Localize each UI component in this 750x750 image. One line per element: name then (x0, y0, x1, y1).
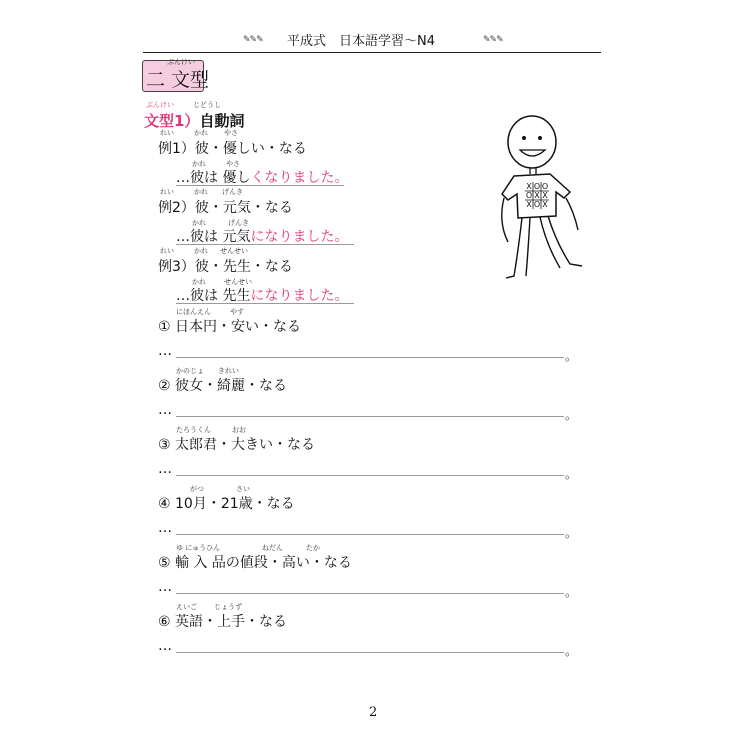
blank-ellipsis: … (158, 461, 172, 477)
exercise-ruby: ねだん (262, 544, 283, 552)
answer-ending: くなりました。 (250, 170, 349, 186)
blank-period: 。 (565, 349, 578, 363)
answer-blank-line[interactable] (176, 475, 564, 476)
section-label: 二 文型 (146, 69, 210, 91)
answer-word: 元気 (222, 229, 251, 245)
pencil-icon: ✎✎✎ (243, 35, 263, 45)
section-ruby: ぶんけい (167, 58, 195, 66)
example-answer (176, 167, 348, 187)
blank-ellipsis: … (158, 579, 172, 595)
grid-cell: X (526, 182, 532, 191)
grid-cell: X (534, 191, 540, 200)
answer-underline (176, 303, 354, 304)
answer-blank-line[interactable] (176, 593, 564, 594)
answer-blank-line[interactable] (176, 357, 564, 358)
answer-blank-line[interactable] (176, 652, 564, 653)
example-ruby: かれ (194, 247, 208, 255)
exercise-ruby: きれい (218, 367, 239, 375)
answer-blank-line[interactable] (176, 416, 564, 417)
exercise-prompt: ③ 太郎君・大きい・なる (158, 437, 316, 453)
exercise-ruby: たか (306, 544, 320, 552)
exercise-ruby: おお (232, 426, 246, 434)
grid-cell: O (525, 191, 533, 200)
pattern-label: 自動詞 (199, 112, 245, 130)
answer-prefix: …彼は (176, 170, 218, 186)
exercise-ruby: がつ (190, 485, 204, 493)
pattern-ruby-main: じどうし (193, 101, 221, 109)
example-prompt: 例1）彼・優しい・なる (158, 141, 307, 157)
blank-period: 。 (565, 585, 578, 599)
blank-period: 。 (565, 408, 578, 422)
answer-prefix: …彼は (176, 229, 218, 245)
exercise-ruby: やす (230, 308, 244, 316)
exercise-prompt: ② 彼女・綺麗・なる (158, 378, 288, 394)
header-rule (143, 52, 601, 53)
exercise-prompt: ⑤ 輸 入 品の値段・高い・なる (158, 555, 352, 571)
example-answer-ruby: かれ (192, 219, 206, 227)
answer-underline (176, 185, 344, 186)
exercise-prompt: ⑥ 英語・上手・なる (158, 614, 288, 630)
example-ruby: かれ (194, 129, 208, 137)
blank-ellipsis: … (158, 520, 172, 536)
blank-period: 。 (565, 467, 578, 481)
example-ruby: せんせい (220, 247, 248, 255)
example-ruby: かれ (194, 188, 208, 196)
exercise-ruby: さい (236, 485, 250, 493)
answer-prefix: …彼は (176, 288, 218, 304)
exercise-prompt: ① 日本円・安い・なる (158, 319, 302, 335)
answer-blank-line[interactable] (176, 534, 564, 535)
example-answer (176, 226, 348, 246)
grid-cell: O (541, 182, 549, 191)
answer-word: 先生 (222, 288, 251, 304)
exercise-ruby: かのじょ (176, 367, 204, 375)
example-answer-ruby: げんき (228, 219, 249, 227)
header-title: 平成式 日本語学習〜N4 (287, 34, 435, 49)
grid-cell: X (526, 200, 532, 209)
blank-ellipsis: … (158, 402, 172, 418)
example-ruby: げんき (222, 188, 243, 196)
answer-underline (176, 244, 354, 245)
example-ruby: れい (160, 129, 174, 137)
answer-word: 優し (222, 170, 251, 186)
answer-ending: になりました。 (250, 229, 349, 245)
example-answer-ruby: やさ (226, 160, 240, 168)
blank-ellipsis: … (158, 343, 172, 359)
page-header (235, 30, 525, 50)
example-ruby: れい (160, 247, 174, 255)
exercise-ruby: えいご (176, 603, 197, 611)
blank-period: 。 (565, 526, 578, 540)
pattern-ruby-label: ぶんけい (146, 101, 174, 109)
example-ruby: やさ (224, 129, 238, 137)
blank-period: 。 (565, 644, 578, 658)
grid-cell: X (542, 200, 548, 209)
answer-ending: になりました。 (250, 288, 349, 304)
example-prompt: 例3）彼・先生・なる (158, 259, 293, 275)
pencil-icon: ✎✎✎ (483, 35, 503, 45)
pattern-label-pink: 文型1） (144, 112, 200, 130)
page-number: 2 (369, 705, 378, 720)
pattern-title (144, 110, 244, 131)
tic-tac-toe-grid (525, 182, 549, 209)
example-prompt: 例2）彼・元気・なる (158, 200, 293, 216)
grid-cell: O (533, 182, 541, 191)
example-answer-ruby: せんせい (224, 278, 252, 286)
exercise-ruby: ゆ にゅうひん (176, 544, 221, 552)
example-answer-ruby: かれ (192, 278, 206, 286)
blank-ellipsis: … (158, 638, 172, 654)
exercise-ruby: にほんえん (176, 308, 211, 316)
example-ruby: れい (160, 188, 174, 196)
grid-cell: X (542, 191, 548, 200)
example-answer-ruby: かれ (192, 160, 206, 168)
exercise-ruby: たろうくん (176, 426, 211, 434)
grid-cell: O (533, 200, 541, 209)
cartoon-character-illustration (490, 112, 600, 292)
example-answer (176, 285, 348, 305)
exercise-prompt: ④ 10月・21歳・なる (158, 496, 295, 512)
exercise-ruby: じょうず (214, 603, 242, 611)
